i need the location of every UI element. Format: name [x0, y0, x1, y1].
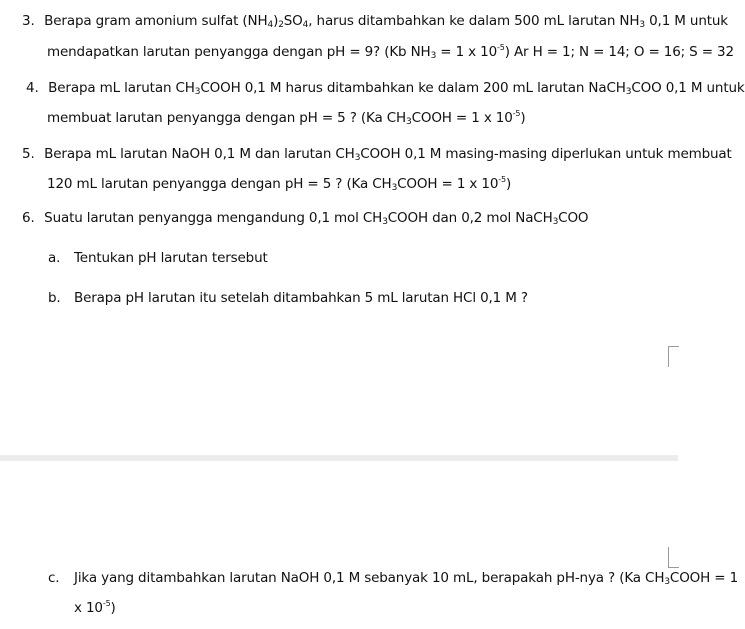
question-6-number: 6. [22, 210, 35, 226]
question-6c-label: c. [48, 570, 60, 586]
crop-mark-top-right [668, 346, 679, 367]
question-6c-line-2: x $10^{-5}$) [74, 599, 116, 616]
question-6a [48, 248, 268, 268]
question-4-number: 4. [26, 80, 39, 96]
question-3-line-2: mendapatkan larutan penyangga dengan pH = 9? (Kb $NH_3 = 1$ x $10^{-5}$) Ar H = 1; N = 14; O = 16; S = 32 [47, 43, 734, 61]
question-6b-text: Berapa pH larutan itu setelah ditambahkan 5 mL larutan HCl 0,1 M ? [74, 290, 528, 306]
question-6-line-1: 6. Suatu larutan penyangga mengandung 0,1 mol $CH_3COOH$ dan 0,2 mol NaCH$_3$COO [22, 210, 589, 227]
question-5-line-1: 5. Berapa mL larutan NaOH 0,1 M dan larutan $CH_3COOH$ 0,1 M masing-masing diperlukan untuk membuat [22, 146, 732, 163]
crop-mark-bottom-right [668, 547, 679, 568]
question-6a-text: Tentukan pH larutan tersebut [74, 250, 268, 266]
question-5-number: 5. [22, 146, 35, 162]
question-4-line-1: 4. Berapa mL larutan $CH_3COOH$ 0,1 M harus ditambahkan ke dalam 200 mL larutan NaCH$_3$COO 0,1 M untuk [26, 80, 745, 97]
question-6b-label: b. [48, 290, 61, 306]
question-5-line-2: 120 mL larutan penyangga dengan pH = 5 ? (Ka $CH_3COOH = 1$ x $10^{-5}$) [47, 175, 512, 193]
question-3-number: 3. [22, 13, 35, 29]
question-4-line-2: membuat larutan penyangga dengan pH = 5 ? (Ka $CH_3COOH = 1$ x $10^{-5}$) [47, 109, 526, 127]
question-6c-line-1: c. Jika yang ditambahkan larutan NaOH 0,1 M sebanyak 10 mL, berapakah pH-nya ? (Ka $CH_3COOH = 1$ [48, 570, 739, 587]
question-6a-label: a. [48, 250, 61, 266]
question-6b [48, 288, 528, 308]
document-page-2 [0, 461, 739, 629]
question-3-line-1: 3. Berapa gram amonium sulfat $(NH_4)_2SO_4$, harus ditambahkan ke dalam 500 mL larutan $NH_3$ 0,1 M untuk [22, 13, 728, 30]
